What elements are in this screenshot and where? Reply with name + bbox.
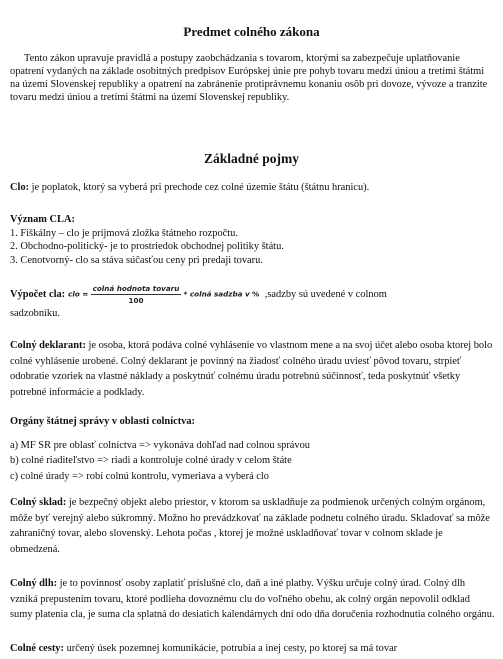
vypocet-term: Výpočet cla: [10,288,66,300]
vypocet-cla [10,284,495,319]
organy-item: a) MF SR pre oblasť colníctva => vykonáva dohľad nad colnou správou [10,439,311,451]
clo-term: Clo: [10,182,30,193]
dlh-term: Colný dlh: [10,578,58,589]
cesty-term: Colné cesty: [10,643,64,654]
clo-text: je poplatok, ktorý sa vyberá pri prechode cez colné územie štátu (štátnu hranicu). [29,182,370,193]
vypocet-text2: sadzobníku. [10,308,60,319]
clo-definition [10,180,495,196]
formula-image [68,284,259,305]
vyznam-item: 2. Obchodno-politický- je to prostriedok obchodnej politiky štátu. [10,241,284,252]
vyznam-item: 3. Cenotvorný- clo sa stáva súčasťou ceny pri predaji tovaru. [10,254,263,266]
formula-denominator: 100 [128,296,144,305]
organy-title: Orgány štátnej správy v oblasti colníctva: [10,416,196,427]
page-title: Predmet colného zákona [183,24,320,39]
section-title: Základné pojmy [204,151,299,166]
cesty-text: určený úsek pozemnej komunikácie, potrubia a inej cesty, po ktorej sa má tovar [63,643,398,654]
sklad-definition [10,495,495,557]
formula-lhs: clo = [68,289,89,299]
dlh-text: je to povinnosť osoby zaplatiť príslušné clo, daň a iné platby. Výšku určuje colný úrad. Colný dlh vzniká prepustením tovaru, ktoré podlieha dovoznému clu do voľného obehu, ak colný orgán nepovolil odklad sumy platenia cla, je suma cla splatná do desiatich kalendárnych dní odo dňa doručenia rozhodnutia colného orgánu. [10,578,495,620]
dlh-definition [10,576,495,623]
vypocet-text: ,sadzby sú uvedené v colnom [262,288,387,300]
deklarant-definition [10,338,495,400]
sklad-term: Colný sklad: [10,497,67,508]
vyznam-item: 1. Fiškálny – clo je príjmová zložka štátneho rozpočtu. [10,227,238,239]
organy-item: b) colné riaditeľstvo => riadi a kontroluje colné úrady v celom štáte [10,455,292,466]
formula-percent: % [251,289,260,299]
deklarant-text: je osoba, ktorá podáva colné vyhlásenie vo vlastnom mene a na svoj účet alebo osoba ktorej bolo colné vyhlásenie urobené. Colný deklarant je povinný na žiadosť colného úradu uviesť pôvod tovaru, strpieť odobratie vzoriek na vlastné náklady a poskytnúť colnému úradu potrebnú súčinnosť, teda poskytnúť všetky potrebné informácie a podklady. [10,340,493,398]
cesty-definition [10,641,495,657]
vyznam-title: Význam CLA: [10,214,75,225]
intro-text: Tento zákon upravuje pravidlá a postupy zaobchádzania s tovarom, ktorými sa zabezpečuje uplatňovanie opatrení vydaných na základe osobitných predpisov Európskej únie pre pohyb tovaru medzi úniou a tretími štátmi na území Slovenskej republiky a opatrení na zabránenie protiprávnemu konaniu osôb pri dovoze, vývoze a tranzite tovaru medzi úniou a tretími štátmi na území Slovenskej republiky. [10,53,488,103]
formula-numerator: colná hodnota tovaru [92,284,180,293]
organy-statnej-spravy [10,414,495,484]
sklad-text: je bezpečný objekt alebo priestor, v ktorom sa uskladňuje za podmienok určených colným orgánom, môže byť verejný alebo súkromný. Možno ho prevádzkovať na základe podnetu colného úradu. Skladovať sa môže zahraničný tovar, alebo slovenský. Lehota počas , ktorej je možné uskladňovať tovar v colnom sklade je obmedzená. [10,497,490,555]
intro-paragraph [10,52,493,104]
vyznam-cla [10,213,495,267]
deklarant-term: Colný deklarant: [10,340,86,351]
organy-item: c) colné úrady => robí colnú kontrolu, vymeriava a vyberá clo [10,470,269,482]
formula-mid: * colná sadzba v [183,289,250,299]
